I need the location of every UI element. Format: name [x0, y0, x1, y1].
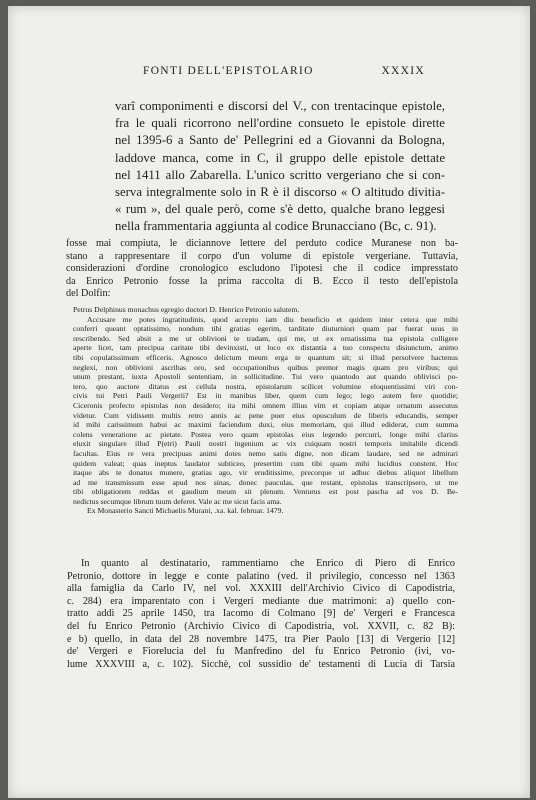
letter-line: aperte licet, tam precipua caritate tibi devinxisti, ut loco ex distantia a tuo conspectu disiunctum, animo [73, 343, 458, 353]
letter-line: tibi copulatissimum efficeris. Agnosco delictum meum erga te quantum sit; si illud persolvere hactenus [73, 352, 458, 362]
text-line: lume XXXVIII a, c. 102). Sicchè, col sussidio de' testamenti di Lucia di Tarsia [67, 658, 455, 670]
text-line: de' Vergeri e Fiorelucia del fu Manfredino del fu Enrico Petronio (ivi, vo- [67, 646, 455, 658]
letter-line: itaque abs te donatus munere, gratias ago, vir eruditissime, precorque ut adhuc diebus aliquot libellum [73, 468, 458, 478]
text-line: Petronio, dottore in legge e conte palatino (ved. il privilegio, concesso nel 1363 [67, 570, 455, 582]
letter-line: facultas. Eius re vera precipuas animi dotes nemo satis digne, non dicam laudare, sed ne admirari [73, 448, 458, 458]
text-line: c. 284) era imparentato con i Vergeri mediante due matrimoni: a) quello con- [67, 595, 455, 607]
text-line: alla famiglia da Carlo IV, nel vol. XXXIII dell'Archivio Civico di Capodistria, [67, 583, 455, 595]
destinatario-paragraph [67, 558, 455, 671]
letter-salutation: Petrus Delphinus monachus egregio doctori D. Henrico Petronio salutem. [73, 305, 300, 314]
text-line: considerazioni d'ordine cronologico escludono l'ipotesi che il codice impresstato [66, 263, 458, 275]
text-line: del Dolfin: [66, 288, 111, 300]
document-page [8, 6, 530, 798]
letter-line: Ciceronis profecto epistolas non desidero; ita mihi omnem illius vim et copiam atque ornatum assecutus [73, 400, 458, 410]
letter-line: ad me transmissum esse apud nos sinas, donec pauculas, que restant, epistolas transcripsero, ut me [73, 477, 458, 487]
text-line: « rum », del quale però, come s'è detto, qualche brano leggesi [115, 202, 445, 217]
letter-line: videtur. Cum vidissem multis retro annis ac pene puer eius opusculum de liberis educandis, semper [73, 410, 458, 420]
letter-line: tero, quo auctore ditatus est cellula nostra, epistolarum scilicet volumine eloquentissimi viri con- [73, 381, 458, 391]
text-line: e b) quello, in data del 28 novembre 1475, tra Pier Paolo [13] di Vergerio [12] [67, 633, 455, 645]
intro-paragraph [66, 238, 458, 301]
letter-line: conferri queant optatissimo, nondum tibi gratias egerim, tarditate diuturniori quam par fuerat usus in [73, 324, 458, 334]
letter-line: nedictus secumque librum tuum deferet. Vale ac me sicut facis ama. [73, 496, 282, 506]
text-line: nel 1395-6 a Santo de' Pellegrini ed a Giovanni da Bologna, [115, 133, 445, 148]
text-line: In quanto al destinatario, rammentiamo che Enrico di Piero di Enrico [81, 558, 455, 569]
letter-line: tibi obligatiorem reddas et gaudium meum sit plenum. Venturus est post pascha ad vos D. Be- [73, 487, 458, 497]
text-line: laddove manca, come in C, il gruppo delle epistole dettate [115, 150, 445, 165]
text-line: nel 1411 allo Zabarella. L'unico scritto vergeriano che si con- [115, 167, 445, 182]
letter-line: quidem valeat; quas ineptus laudator subticeo, presertim cum tibi quam mihi lucidius constent. Hoc [73, 458, 458, 468]
letter-line: Accusare me potes ingratitudinis, quod accepto iam diu beneficio et quidem inter cetera que mihi [87, 314, 458, 324]
letter-line: rescribendo. Sed absit a me ut oblivioni te tradam, qui me, ut ex ornatissima tua epistola colligere [73, 333, 458, 343]
text-line: tratto addì 25 aprile 1450, tra Iacomo di Colmano [9] de' Vergeri e Francesca [67, 608, 455, 620]
letter-line: id mihi carissimum habui ac maximi faciendum duxi, eius memoriam, qui illud ediderat, cum summa [73, 420, 458, 430]
text-line: nella frammentaria aggiunta al codice Brunacciano (Bc, c. 91). [115, 219, 437, 234]
letter-line: colens veneratione ac pietate. Postea vero quam epistolas eius legendo percurri, longe mihi clarius [73, 429, 458, 439]
main-paragraph [115, 98, 445, 236]
letter-line: unum prestant, iuxta Apostoli sententiam, in sollicitudine. Tui vero quantodo aut quando oblivisci po- [73, 372, 458, 382]
text-line: da Enrico Petronio fosse la prima raccolta di B. Ecco il testo dell'epistola [66, 275, 458, 287]
letter-line: neglexi, non oblivioni ascribas oro, sed occupationibus quibus premor magis quam pro viribus; qui [73, 362, 458, 372]
running-title: FONTI DELL'EPISTOLARIO [143, 65, 314, 77]
text-line: fra le quali ricorrono nell'ordine consueto le epistole dirette [115, 116, 445, 131]
latin-letter [73, 305, 458, 516]
text-line: fosse mai compiuta, le diciannove lettere del perduto codice Muranese non ba- [66, 238, 458, 249]
text-line: del fu Enrico Petronio (Archivio Civico di Capodistria, vol. XXVII, c. 82 B): [67, 620, 455, 632]
letter-line: eluxit singulare illud P(etri) Pauli nostri ingenium ac vix cuiquam nostri temporis imitabile dicendi [73, 439, 458, 449]
letter-date: Ex Monasterio Sancti Michaelis Murani, .xa. kal. februar. 1479. [87, 506, 284, 516]
text-line: varî componimenti e discorsi del V., con trentacinque epistole, [115, 99, 445, 113]
letter-line: civis tui Petri Pauli Vergerii? Est in manibus liber, quem cum lego; lego autem fere quotidie; [73, 391, 458, 401]
page-number: XXXIX [381, 65, 425, 77]
text-line: serva integralmente solo in R è il discorso « O altitudo divitia- [115, 185, 445, 200]
text-line: stano a rappresentare il corpo d'un volume di epistole vergeriane. Tuttavia, [66, 250, 458, 262]
